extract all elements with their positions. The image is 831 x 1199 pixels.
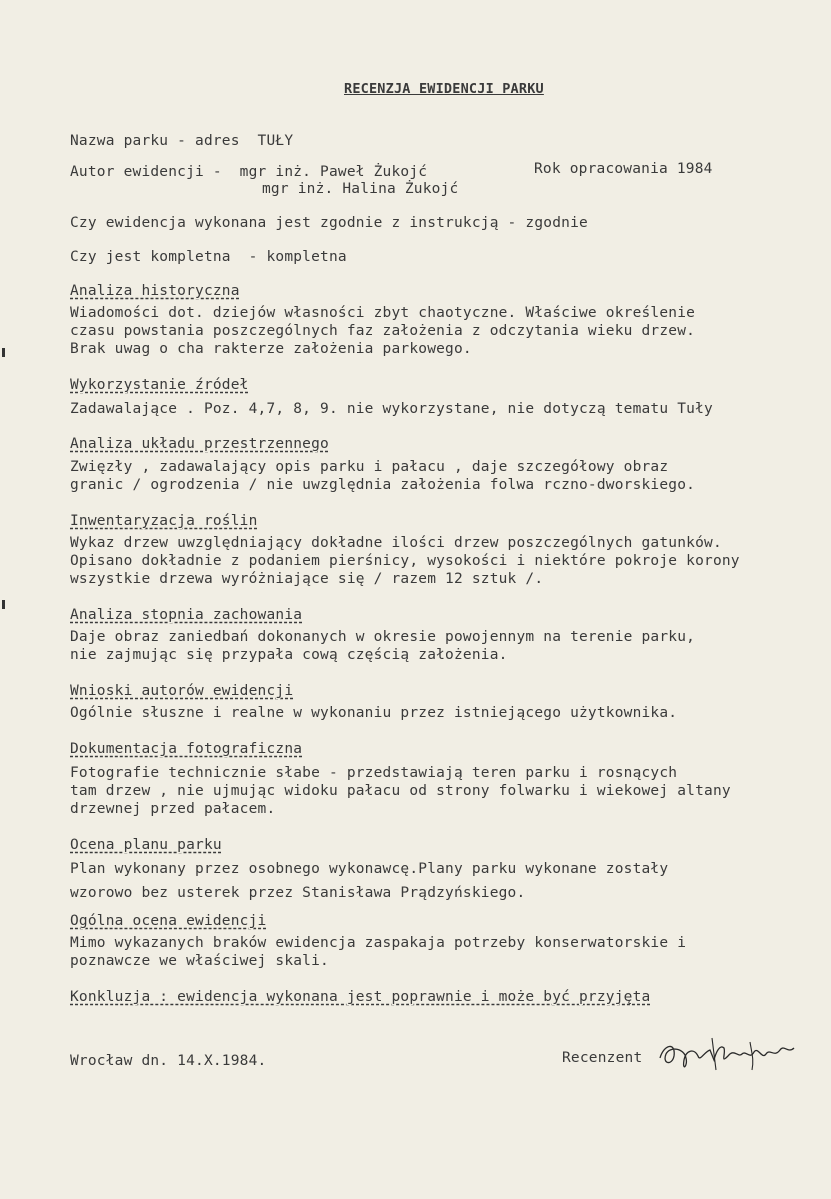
conclusion: Konkluzja : ewidencja wykonana jest poprawnie i może być przyjęta — [70, 989, 651, 1005]
handwritten-signature — [654, 1030, 804, 1076]
document-title: RECENZJA EWIDENCJI PARKU — [344, 81, 544, 97]
section-line: Plan wykonany przez osobnego wykonawcę.Plany parku wykonane zostały — [70, 861, 669, 877]
section-heading: Analiza stopnia zachowania — [70, 607, 303, 623]
section-heading: Analiza historyczna — [70, 283, 240, 299]
section-line: czasu powstania poszczególnych faz założenia z odczytania wieku drzew. — [70, 323, 696, 339]
section-line: Fotografie technicznie słabe - przedstawiają teren parku i rosnących — [70, 765, 678, 781]
section-line: granic / ogrodzenia / nie uwzględnia założenia folwa rczno-dworskiego. — [70, 477, 696, 493]
completeness: Czy jest kompletna - kompletna — [70, 249, 347, 265]
section-heading: Ogólna ocena ewidencji — [70, 913, 267, 929]
section-line: drzewnej przed pałacem. — [70, 801, 276, 817]
park-name: Nazwa parku - adres TUŁY — [70, 133, 294, 149]
section-heading: Ocena planu parku — [70, 837, 222, 853]
section-line: poznawcze we właściwej skali. — [70, 953, 329, 969]
section-line: Daje obraz zaniedbań dokonanych w okresie powojennym na terenie parku, — [70, 629, 696, 645]
instruction-compliance: Czy ewidencja wykonana jest zgodnie z instrukcją - zgodnie — [70, 215, 588, 231]
section-line: Opisano dokładnie z podaniem pierśnicy, wysokości i niektóre pokroje korony — [70, 553, 740, 569]
section-heading: Dokumentacja fotograficzna — [70, 741, 303, 757]
section-heading: Wykorzystanie źródeł — [70, 377, 249, 393]
author-line-1: Autor ewidencji - mgr inż. Paweł Żukojć — [70, 164, 428, 180]
reviewer-label: Recenzent — [562, 1050, 643, 1066]
section-line: nie zajmując się przypała cową częścią założenia. — [70, 647, 508, 663]
section-line: Ogólnie słuszne i realne w wykonaniu przez istniejącego użytkownika. — [70, 705, 678, 721]
edge-mark — [2, 348, 5, 357]
author-line-2: mgr inż. Halina Żukojć — [262, 181, 459, 197]
section-line: tam drzew , nie ujmując widoku pałacu od strony folwarku i wiekowej altany — [70, 783, 731, 799]
section-line: Wiadomości dot. dziejów własności zbyt chaotyczne. Właściwe określenie — [70, 305, 696, 321]
section-heading: Analiza układu przestrzennego — [70, 436, 329, 452]
section-line: Zadawalające . Poz. 4,7, 8, 9. nie wykorzystane, nie dotyczą tematu Tuły — [70, 401, 713, 417]
section-line: Mimo wykazanych braków ewidencja zaspakaja potrzeby konserwatorskie i — [70, 935, 687, 951]
section-line: Wykaz drzew uwzględniający dokładne ilości drzew poszczególnych gatunków. — [70, 535, 722, 551]
section-line: Zwięzły , zadawalający opis parku i pałacu , daje szczegółowy obraz — [70, 459, 669, 475]
section-heading: Inwentaryzacja roślin — [70, 513, 258, 529]
year-of-preparation: Rok opracowania 1984 — [534, 161, 713, 177]
edge-mark — [2, 600, 5, 609]
section-line: wzorowo bez usterek przez Stanisława Prądzyńskiego. — [70, 885, 526, 901]
place-and-date: Wrocław dn. 14.X.1984. — [70, 1053, 267, 1069]
section-line: Brak uwag o cha rakterze założenia parkowego. — [70, 341, 472, 357]
section-heading: Wnioski autorów ewidencji — [70, 683, 294, 699]
section-line: wszystkie drzewa wyróżniające się / razem 12 sztuk /. — [70, 571, 544, 587]
